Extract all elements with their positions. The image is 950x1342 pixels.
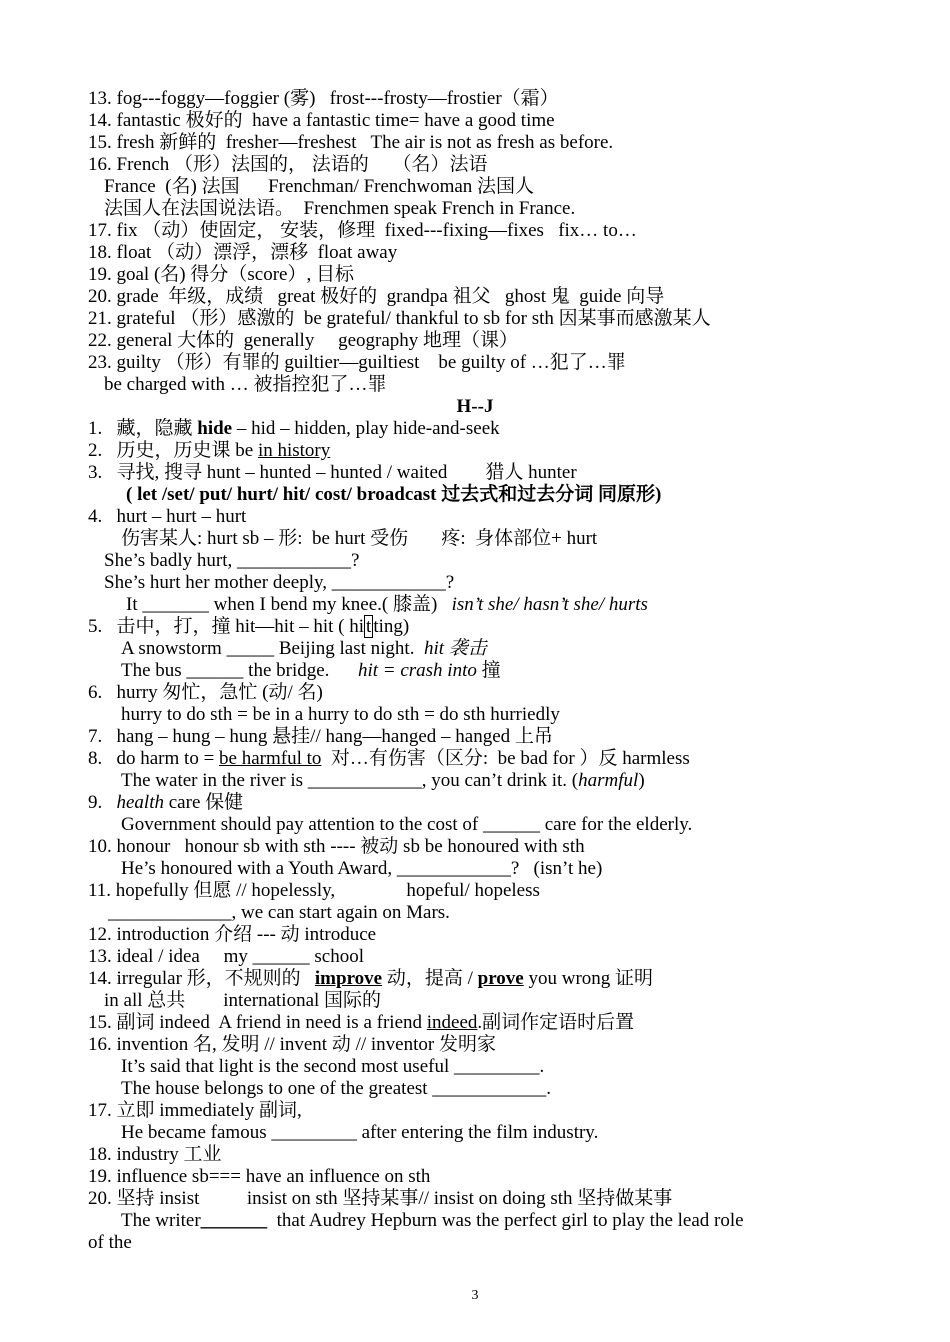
- text-segment: hurry to do sth = be in a hurry to do sth = do sth hurriedly: [121, 704, 560, 725]
- text-line: [121, 858, 602, 880]
- text-segment: 撞: [476, 660, 501, 681]
- text-segment: 18. industry 工业: [88, 1144, 222, 1165]
- text-line: [126, 484, 661, 506]
- text-line: [88, 924, 376, 946]
- text-segment: 14. irregular 形，不规则的: [88, 968, 315, 989]
- text-segment: France (名) 法国 Frenchman/ Frenchwoman 法国人: [104, 176, 535, 197]
- text-line: [88, 1166, 430, 1188]
- text-line: [88, 1034, 496, 1056]
- text-segment: 11. hopefully 但愿 // hopelessly, hopeful/ hopeless: [88, 880, 540, 901]
- text-segment: Government should pay attention to the cost of ______ care for the elderly.: [121, 814, 693, 835]
- text-line: [88, 1100, 302, 1122]
- text-segment: ): [638, 770, 645, 791]
- text-segment: 20. grade 年级，成绩 great 极好的 grandpa 祖父 ghost 鬼 guide 向导: [88, 286, 665, 307]
- text-segment: 5. 击中，打，撞 hit—hit – hit ( hi: [88, 616, 365, 637]
- text-segment: in all 总共 international 国际的: [104, 990, 382, 1011]
- text-segment: 动，提高 /: [382, 968, 478, 989]
- text-segment: 13. ideal / idea my ______ school: [88, 946, 364, 967]
- text-segment: – hid – hidden, play hide-and-seek: [232, 418, 500, 439]
- text-segment: 7. hang – hung – hung 悬挂// hang—hanged – hanged 上吊: [88, 726, 553, 747]
- text-line: [88, 440, 330, 462]
- text-segment: 21. grateful （形）感激的 be grateful/ thankful to sb for sth 因某事而感激某人: [88, 308, 711, 329]
- text-segment: .副词作定语时后置: [477, 1012, 635, 1033]
- text-segment: health: [116, 792, 164, 813]
- text-segment: She’s hurt her mother deeply, ____________?: [104, 572, 455, 593]
- text-line: [88, 1012, 634, 1034]
- text-line: [88, 330, 518, 352]
- text-segment: prove: [477, 968, 524, 989]
- text-segment: 对…有伤害（区分: be bad for ）反 harmless: [321, 748, 690, 769]
- text-segment: 16. French （形）法国的， 法语的 （名）法语: [88, 154, 488, 175]
- text-line: [88, 110, 555, 132]
- text-segment: 法国人在法国说法语。 Frenchmen speak French in France.: [104, 198, 576, 219]
- text-line: [88, 616, 409, 638]
- text-line: [121, 814, 692, 836]
- text-segment: 17. fix （动）使固定， 安装，修理 fixed---fixing—fixes fix… to…: [88, 220, 637, 241]
- text-line: [88, 682, 323, 704]
- text-line: [121, 770, 645, 792]
- text-segment: The water in the river is ____________, you can’t drink it. (: [121, 770, 579, 791]
- section-heading: H--J: [456, 396, 494, 417]
- text-line: [88, 792, 243, 814]
- text-segment: 1. 藏，隐藏: [88, 418, 198, 439]
- text-line: [121, 528, 597, 550]
- text-line: [88, 352, 626, 374]
- text-line: [104, 374, 387, 396]
- text-line: [88, 132, 613, 154]
- text-line: [88, 726, 553, 748]
- text-segment: ting): [373, 616, 410, 637]
- text-segment: 伤害某人: hurt sb – 形: be hurt 受伤 疼: 身体部位+ hurt: [121, 528, 598, 549]
- text-segment: 2. 历史，历史课 be: [88, 440, 258, 461]
- text-line: [104, 990, 381, 1012]
- text-line: [88, 1232, 132, 1254]
- text-segment: be charged with … 被指控犯了…罪: [104, 374, 387, 395]
- text-segment: t: [366, 616, 372, 637]
- text-segment: 19. goal (名) 得分（score）, 目标: [88, 264, 354, 285]
- text-segment: 18. float （动）漂浮，漂移 float away: [88, 242, 398, 263]
- text-line: [88, 506, 246, 528]
- text-line: [104, 198, 575, 220]
- text-segment: hit 袭击: [423, 638, 487, 659]
- text-line: [121, 1056, 544, 1078]
- text-segment: _____________, we can start again on Mars.: [108, 902, 450, 923]
- text-line: [121, 704, 560, 726]
- text-segment: indeed: [426, 1012, 478, 1033]
- text-segment: 6. hurry 匆忙，急忙 (动/ 名): [88, 682, 323, 703]
- text-segment: He’s honoured with a Youth Award, ____________? (isn’t he): [121, 858, 603, 879]
- text-line: [121, 1122, 598, 1144]
- text-line: [88, 220, 637, 242]
- text-line: [88, 308, 711, 330]
- text-line: [121, 660, 501, 682]
- text-segment: The writer: [121, 1210, 201, 1231]
- text-line: [121, 638, 487, 660]
- text-line: [121, 1078, 551, 1100]
- text-line: [88, 418, 500, 440]
- text-line: [104, 550, 359, 572]
- text-line: [88, 242, 397, 264]
- text-line: [104, 572, 454, 594]
- text-segment: care 保健: [164, 792, 244, 813]
- text-segment: of the: [88, 1232, 132, 1253]
- text-line: [88, 968, 653, 990]
- text-line: [88, 88, 559, 110]
- text-segment: 23. guilty （形）有罪的 guiltier—guiltiest be guilty of …犯了…罪: [88, 352, 626, 373]
- text-segment: hide: [197, 418, 233, 439]
- text-segment: 3. 寻找, 搜寻 hunt – hunted – hunted / waited 猎人 hunter: [88, 462, 577, 483]
- text-line: [88, 946, 364, 968]
- text-segment: you wrong 证明: [523, 968, 654, 989]
- text-line: [126, 594, 648, 616]
- text-line: [88, 154, 488, 176]
- text-line: [88, 286, 664, 308]
- text-segment: 9.: [88, 792, 117, 813]
- text-segment: hit = crash into: [357, 660, 477, 681]
- text-segment: 20. 坚持 insist insist on sth 坚持某事// insist on doing sth 坚持做某事: [88, 1188, 673, 1209]
- text-line: [88, 748, 690, 770]
- page-number: 3: [471, 1288, 479, 1303]
- text-segment: The bus ______ the bridge.: [121, 660, 358, 681]
- text-segment: 13. fog---foggy—foggier (雾) frost---frosty—frostier（霜）: [88, 88, 559, 109]
- text-segment: 10. honour honour sb with sth ---- 被动 sb be honoured with sth: [88, 836, 585, 857]
- text-segment: ( let /set/ put/ hurt/ hit/ cost/ broadcast 过去式和过去分词 同原形): [126, 484, 662, 505]
- text-segment: _______: [200, 1210, 268, 1231]
- text-line: [104, 176, 534, 198]
- text-segment: 22. general 大体的 generally geography 地理（课）: [88, 330, 519, 351]
- text-line: [88, 1144, 222, 1166]
- text-segment: The house belongs to one of the greatest ____________.: [121, 1078, 552, 1099]
- text-line: [88, 264, 354, 286]
- text-segment: 15. 副词 indeed A friend in need is a friend: [88, 1012, 427, 1033]
- text-segment: 8. do harm to =: [88, 748, 220, 769]
- text-line: [88, 836, 585, 858]
- text-segment: isn’t she/ hasn’t she/ hurts: [451, 594, 648, 615]
- text-line: [88, 462, 577, 484]
- text-segment: in history: [257, 440, 331, 461]
- text-segment: 15. fresh 新鲜的 fresher—freshest The air is not as fresh as before.: [88, 132, 614, 153]
- text-segment: 12. introduction 介绍 --- 动 introduce: [88, 924, 377, 945]
- text-line: [108, 902, 450, 924]
- text-segment: 17. 立即 immediately 副词,: [88, 1100, 302, 1121]
- text-line: [121, 1210, 744, 1232]
- text-line: [88, 880, 540, 902]
- text-segment: A snowstorm _____ Beijing last night.: [121, 638, 424, 659]
- text-segment: improve: [314, 968, 383, 989]
- text-segment: that Audrey Hepburn was the perfect girl to play the lead role: [267, 1210, 744, 1231]
- text-segment: 16. invention 名, 发明 // invent 动 // inventor 发明家: [88, 1034, 496, 1055]
- text-segment: He became famous _________ after entering the film industry.: [121, 1122, 599, 1143]
- text-segment: be harmful to: [219, 748, 322, 769]
- text-segment: 4. hurt – hurt – hurt: [88, 506, 247, 527]
- text-segment: She’s badly hurt, ____________?: [104, 550, 360, 571]
- text-segment: It’s said that light is the second most useful _________.: [121, 1056, 545, 1077]
- text-segment: 19. influence sb=== have an influence on sth: [88, 1166, 431, 1187]
- text-segment: 14. fantastic 极好的 have a fantastic time= have a good time: [88, 110, 555, 131]
- text-segment: harmful: [578, 770, 639, 791]
- text-line: [88, 1188, 672, 1210]
- text-segment: It _______ when I bend my knee.( 膝盖): [126, 594, 452, 615]
